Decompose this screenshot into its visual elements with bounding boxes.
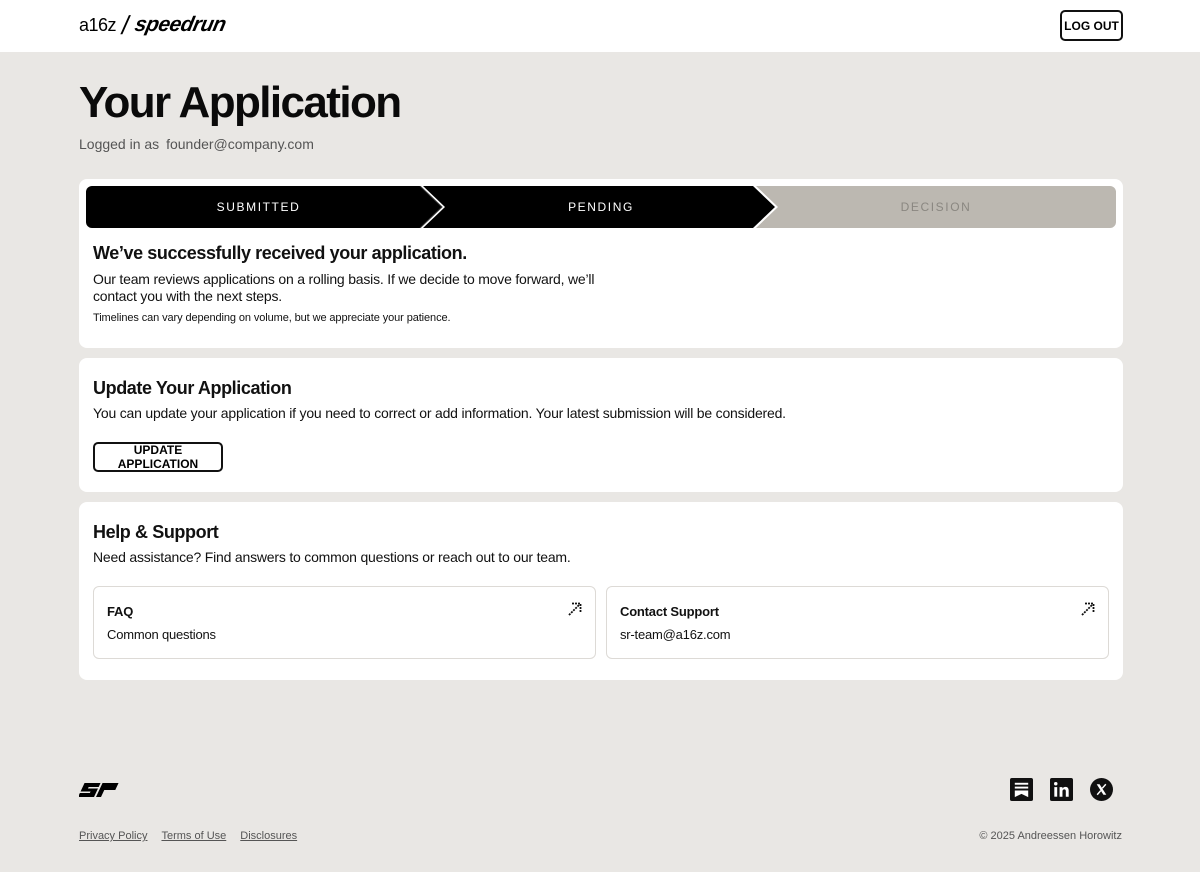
arrow-up-right-icon bbox=[1080, 601, 1096, 617]
faq-title: FAQ bbox=[107, 604, 134, 619]
update-application-button[interactable]: UPDATE APPLICATION bbox=[93, 442, 223, 472]
update-heading: Update Your Application bbox=[93, 378, 292, 398]
terms-of-use-link[interactable]: Terms of Use bbox=[161, 830, 227, 842]
logout-button[interactable]: LOG OUT bbox=[1060, 10, 1123, 41]
application-status-card bbox=[79, 179, 1123, 348]
logged-in-prefix: Logged in as bbox=[79, 136, 160, 152]
status-heading: We’ve successfully received your application. bbox=[93, 243, 467, 263]
contact-support-link-card[interactable] bbox=[606, 586, 1109, 659]
logged-in-info bbox=[79, 136, 314, 152]
substack-icon[interactable] bbox=[1010, 778, 1033, 801]
copyright: © 2025 Andreessen Horowitz bbox=[979, 830, 1122, 842]
contact-title: Contact Support bbox=[620, 604, 719, 619]
brand-slash: / bbox=[119, 10, 132, 40]
footer-sr-logo[interactable] bbox=[79, 782, 129, 798]
status-note: Timelines can vary depending on volume, but we appreciate your patience. bbox=[93, 312, 451, 324]
update-body: You can update your application if you need to correct or add information. Your latest submission will be considered. bbox=[93, 405, 786, 421]
help-heading: Help & Support bbox=[93, 522, 219, 542]
privacy-policy-link[interactable]: Privacy Policy bbox=[79, 830, 148, 842]
help-support-card bbox=[79, 502, 1123, 680]
top-bar bbox=[0, 0, 1200, 52]
faq-link-card[interactable] bbox=[93, 586, 596, 659]
disclosures-link[interactable]: Disclosures bbox=[240, 830, 298, 842]
user-email: founder@company.com bbox=[166, 136, 314, 152]
page-title: Your Application bbox=[79, 78, 401, 127]
brand-logo[interactable] bbox=[79, 10, 229, 40]
progress-steps bbox=[86, 186, 1116, 228]
update-application-card bbox=[79, 358, 1123, 492]
brand-a16z: a16z bbox=[79, 14, 117, 35]
step-submitted: SUBMITTED bbox=[216, 200, 301, 214]
faq-subtitle: Common questions bbox=[107, 627, 216, 642]
step-pending: PENDING bbox=[568, 200, 634, 214]
brand-speedrun: speedrun bbox=[132, 13, 229, 36]
step-decision: DECISION bbox=[900, 200, 972, 214]
x-icon[interactable] bbox=[1090, 778, 1113, 801]
footer-links bbox=[79, 830, 297, 842]
arrow-up-right-icon bbox=[567, 601, 583, 617]
status-body: Our team reviews applications on a rolling basis. If we decide to move forward, we’ll contact you with the next steps. bbox=[93, 271, 595, 304]
linkedin-icon[interactable] bbox=[1050, 778, 1073, 801]
contact-email: sr-team@a16z.com bbox=[620, 627, 731, 642]
help-body: Need assistance? Find answers to common questions or reach out to our team. bbox=[93, 549, 571, 565]
